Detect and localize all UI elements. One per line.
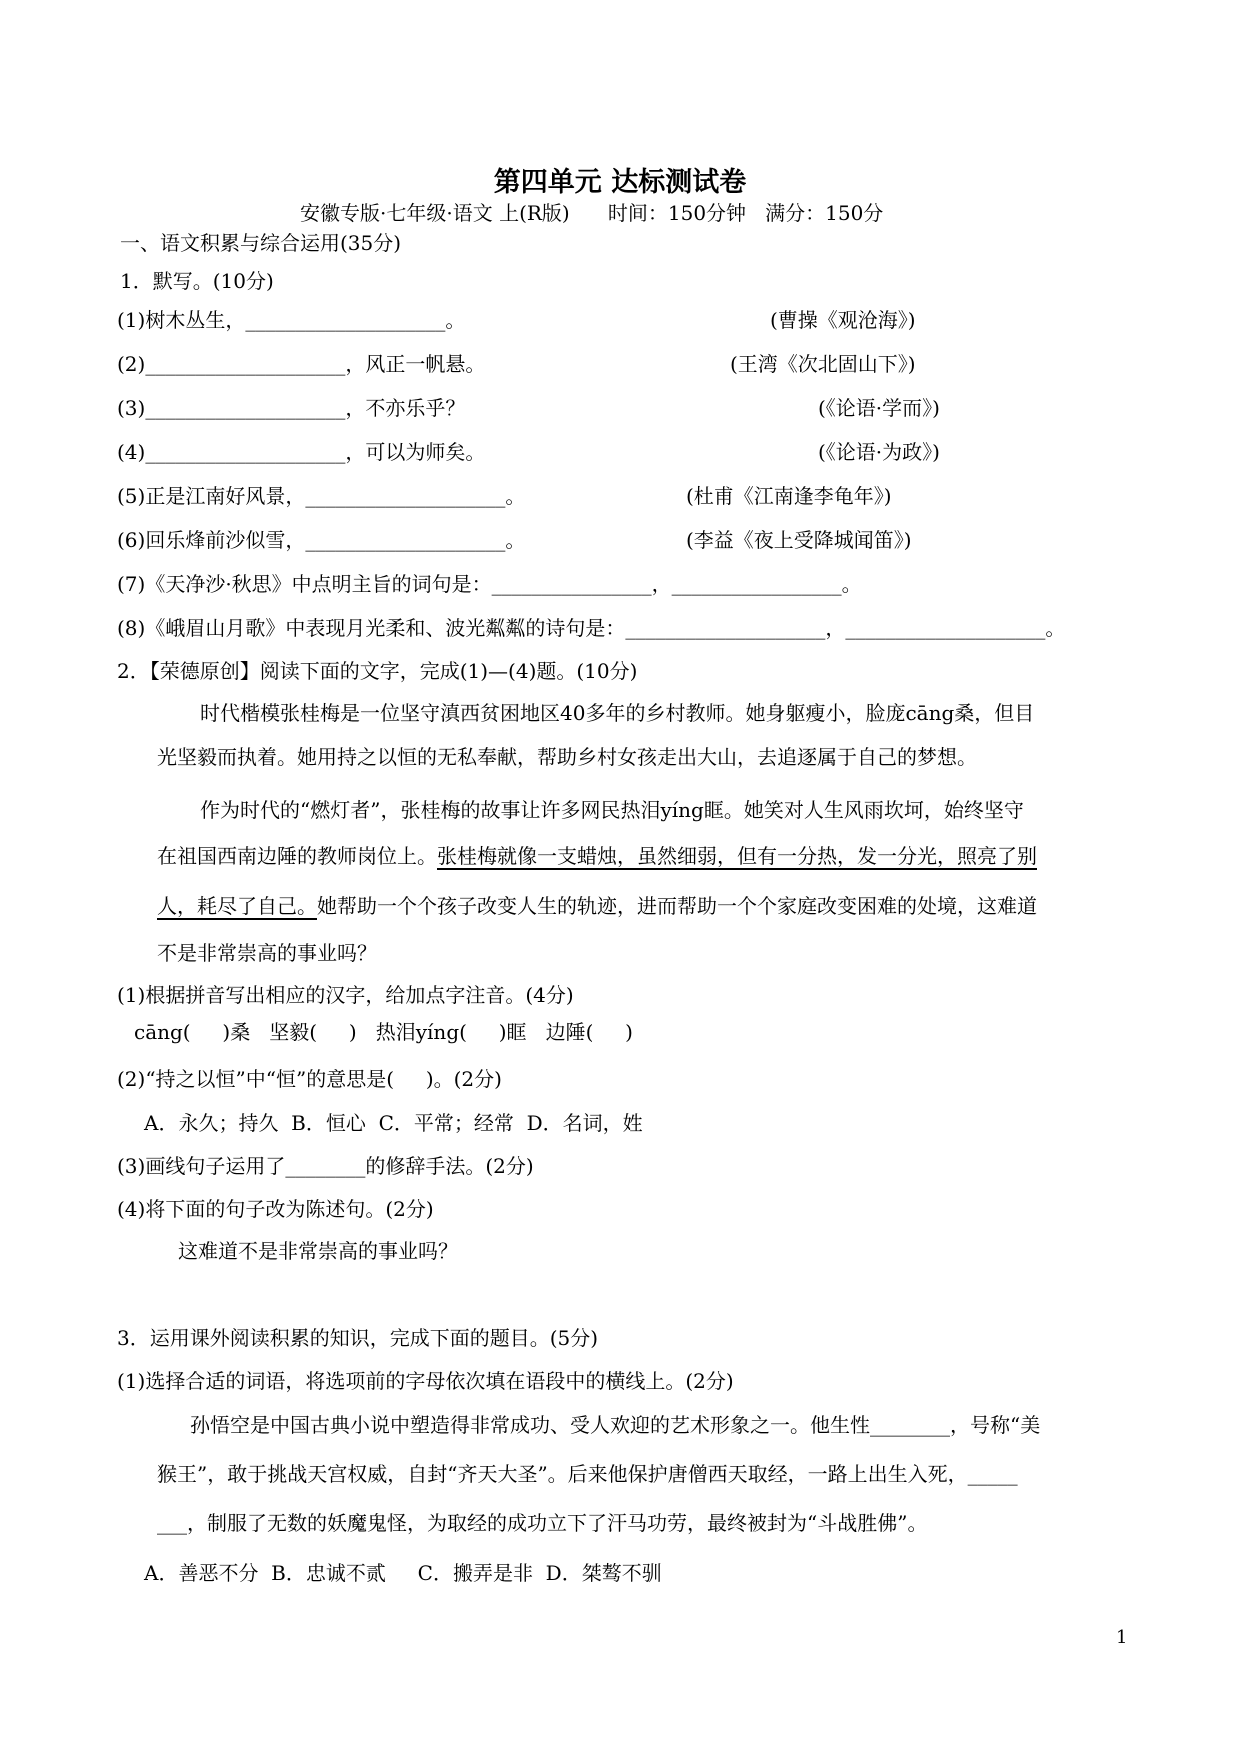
question-1-heading: 1．默写。(10分) — [120, 269, 274, 293]
question-2-sub-4: (4)将下面的句子改为陈述句。(2分) — [117, 1197, 434, 1221]
question-1-item-8: (8)《峨眉山月歌》中表现月光柔和、波光粼粼的诗句是：____________________，____________________。 — [117, 616, 1066, 640]
question-2-sub-2-options: A．永久；持久 B．恒心 C．平常；经常 D．名词，姓 — [144, 1111, 643, 1135]
passage-line: 光坚毅而执着。她用持之以恒的无私奉献，帮助乡村女孩走出大山，去追逐属于自己的梦想。 — [157, 745, 977, 769]
question-2-sub-2: (2)“持之以恒”中“恒”的意思是( )。(2分) — [117, 1067, 502, 1091]
question-1-source-1: (曹操《观沧海》) — [770, 308, 916, 332]
question-1-item-1: (1)树木丛生，____________________。 — [117, 308, 466, 332]
question-1-item-4: (4)____________________，可以为师矣。 — [117, 440, 486, 464]
passage-line: 作为时代的“燃灯者”，张桂梅的故事让许多网民热泪yíng眶。她笑对人生风雨坎坷，始终坚守 — [200, 798, 1024, 822]
question-1-item-2: (2)____________________，风正一帆悬。 — [117, 352, 486, 376]
question-1-item-7: (7)《天净沙·秋思》中点明主旨的词句是：________________，_________________。 — [117, 572, 862, 596]
passage-line: 时代楷模张桂梅是一位坚守滇西贫困地区40多年的乡村教师。她身躯瘦小，脸庞cāng桑，但目 — [200, 701, 1035, 725]
passage-line: 猴王”，敢于挑战天宫权威，自封“齐天大圣”。后来他保护唐僧西天取经，一路上出生入死，_____ — [157, 1462, 1018, 1486]
page-number: 1 — [1116, 1627, 1128, 1648]
question-1-item-6: (6)回乐烽前沙似雪，____________________。 — [117, 528, 526, 552]
passage-text: 她帮助一个个孩子改变人生的轨迹，进而帮助一个个家庭改变困难的处境，这难道 — [317, 894, 1037, 918]
underlined-sentence: 张桂梅就像一支蜡烛，虽然细弱，但有一分热，发一分光，照亮了别 — [437, 844, 1037, 868]
passage-text: 在祖国西南边陲的教师岗位上。 — [157, 844, 437, 868]
question-3-heading: 3．运用课外阅读积累的知识，完成下面的题目。(5分) — [117, 1326, 599, 1350]
question-3-options: A．善恶不分 B．忠诚不贰 C．搬弄是非 D．桀骜不驯 — [144, 1561, 662, 1585]
passage-line: 不是非常崇高的事业吗？ — [157, 941, 377, 965]
page-subtitle: 安徽专版·七年级·语文 上(R版) 时间：150分钟 满分：150分 — [300, 201, 884, 225]
question-1-source-6: (李益《夜上受降城闻笛》) — [686, 528, 912, 552]
question-3-sub-1: (1)选择合适的词语，将选项前的字母依次填在语段中的横线上。(2分) — [117, 1369, 734, 1393]
question-2-sub-3: (3)画线句子运用了________的修辞手法。(2分) — [117, 1154, 534, 1178]
passage-line — [157, 893, 1037, 919]
section-heading: 一、语文积累与综合运用(35分) — [120, 231, 402, 255]
question-1-source-4: (《论语·为政》) — [818, 440, 940, 464]
question-1-source-3: (《论语·学而》) — [818, 396, 940, 420]
question-2-sub-4-sentence: 这难道不是非常崇高的事业吗？ — [178, 1239, 458, 1263]
question-2-sub-1-items: cāng( )桑 坚毅( ) 热泪yíng( )眶 边陲( ) — [134, 1020, 633, 1044]
question-1-source-5: (杜甫《江南逢李龟年》) — [686, 484, 892, 508]
passage-line: ___，制服了无数的妖魔鬼怪，为取经的成功立下了汗马功劳，最终被封为“斗战胜佛”。 — [157, 1511, 928, 1535]
question-2-heading: 2．【荣德原创】阅读下面的文字，完成(1)—(4)题。(10分) — [117, 659, 638, 683]
passage-line — [157, 843, 1037, 869]
page-title: 第四单元 达标测试卷 — [493, 167, 747, 198]
question-1-item-3: (3)____________________，不亦乐乎？ — [117, 396, 466, 420]
underlined-sentence: 人，耗尽了自己。 — [157, 894, 317, 918]
passage-line: 孙悟空是中国古典小说中塑造得非常成功、受人欢迎的艺术形象之一。他生性________，号称“美 — [190, 1413, 1041, 1437]
question-1-item-5: (5)正是江南好风景，____________________。 — [117, 484, 526, 508]
question-1-source-2: (王湾《次北固山下》) — [730, 352, 916, 376]
question-2-sub-1: (1)根据拼音写出相应的汉字，给加点字注音。(4分) — [117, 983, 574, 1007]
